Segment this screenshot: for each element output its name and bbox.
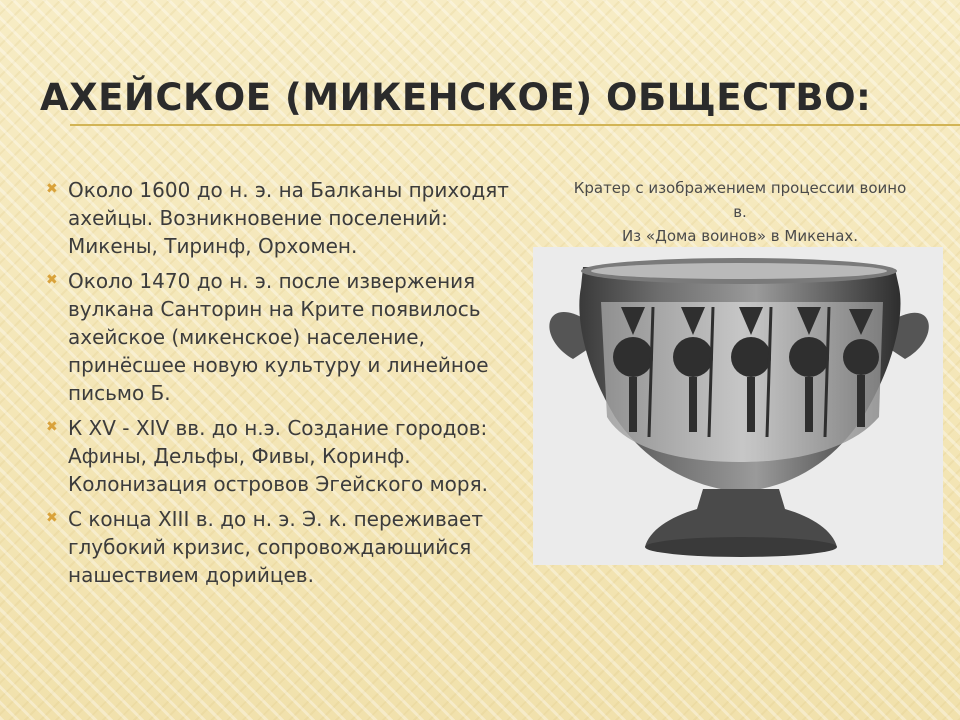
- bullet-item: [44, 267, 514, 407]
- slide-title: АХЕЙСКОЕ (МИКЕНСКОЕ) ОБЩЕСТВО:: [40, 76, 872, 119]
- title-underline: [70, 124, 960, 126]
- bullet-text: С конца XIII в. до н. э. Э. к. переживает глубокий кризис, сопровождающийся нашествием дорийцев.: [68, 507, 483, 587]
- bullet-item: [44, 176, 514, 260]
- caption-line: Из «Дома воинов» в Микенах.: [621, 227, 859, 245]
- bullet-item: [44, 505, 514, 589]
- x-mark-bullet-icon: ✖: [46, 419, 58, 435]
- bullet-list: [44, 176, 514, 596]
- caption-line: в.: [733, 203, 747, 221]
- caption-line: Кратер с изображением процессии воино: [573, 179, 907, 197]
- x-mark-bullet-icon: ✖: [46, 181, 58, 197]
- x-mark-bullet-icon: ✖: [46, 272, 58, 288]
- bullet-text: Около 1470 до н. э. после извержения вулкана Санторин на Крите появилось ахейское (микенское) население, принёсшее новую культуру и линейное письмо Б.: [68, 269, 489, 405]
- x-mark-bullet-icon: ✖: [46, 510, 58, 526]
- bullet-text: К XV - XIV вв. до н.э. Создание городов: Афины, Дельфы, Фивы, Коринф. Колонизация островов Эгейского моря.: [68, 416, 488, 496]
- krater-vase-illustration: [533, 247, 943, 565]
- bullet-item: [44, 414, 514, 498]
- krater-vase-photo: [533, 247, 943, 565]
- image-caption: [538, 176, 942, 248]
- bullet-text: Около 1600 до н. э. на Балканы приходят ахейцы. Возникновение поселений: Микены, Тиринф, Орхомен.: [68, 178, 509, 258]
